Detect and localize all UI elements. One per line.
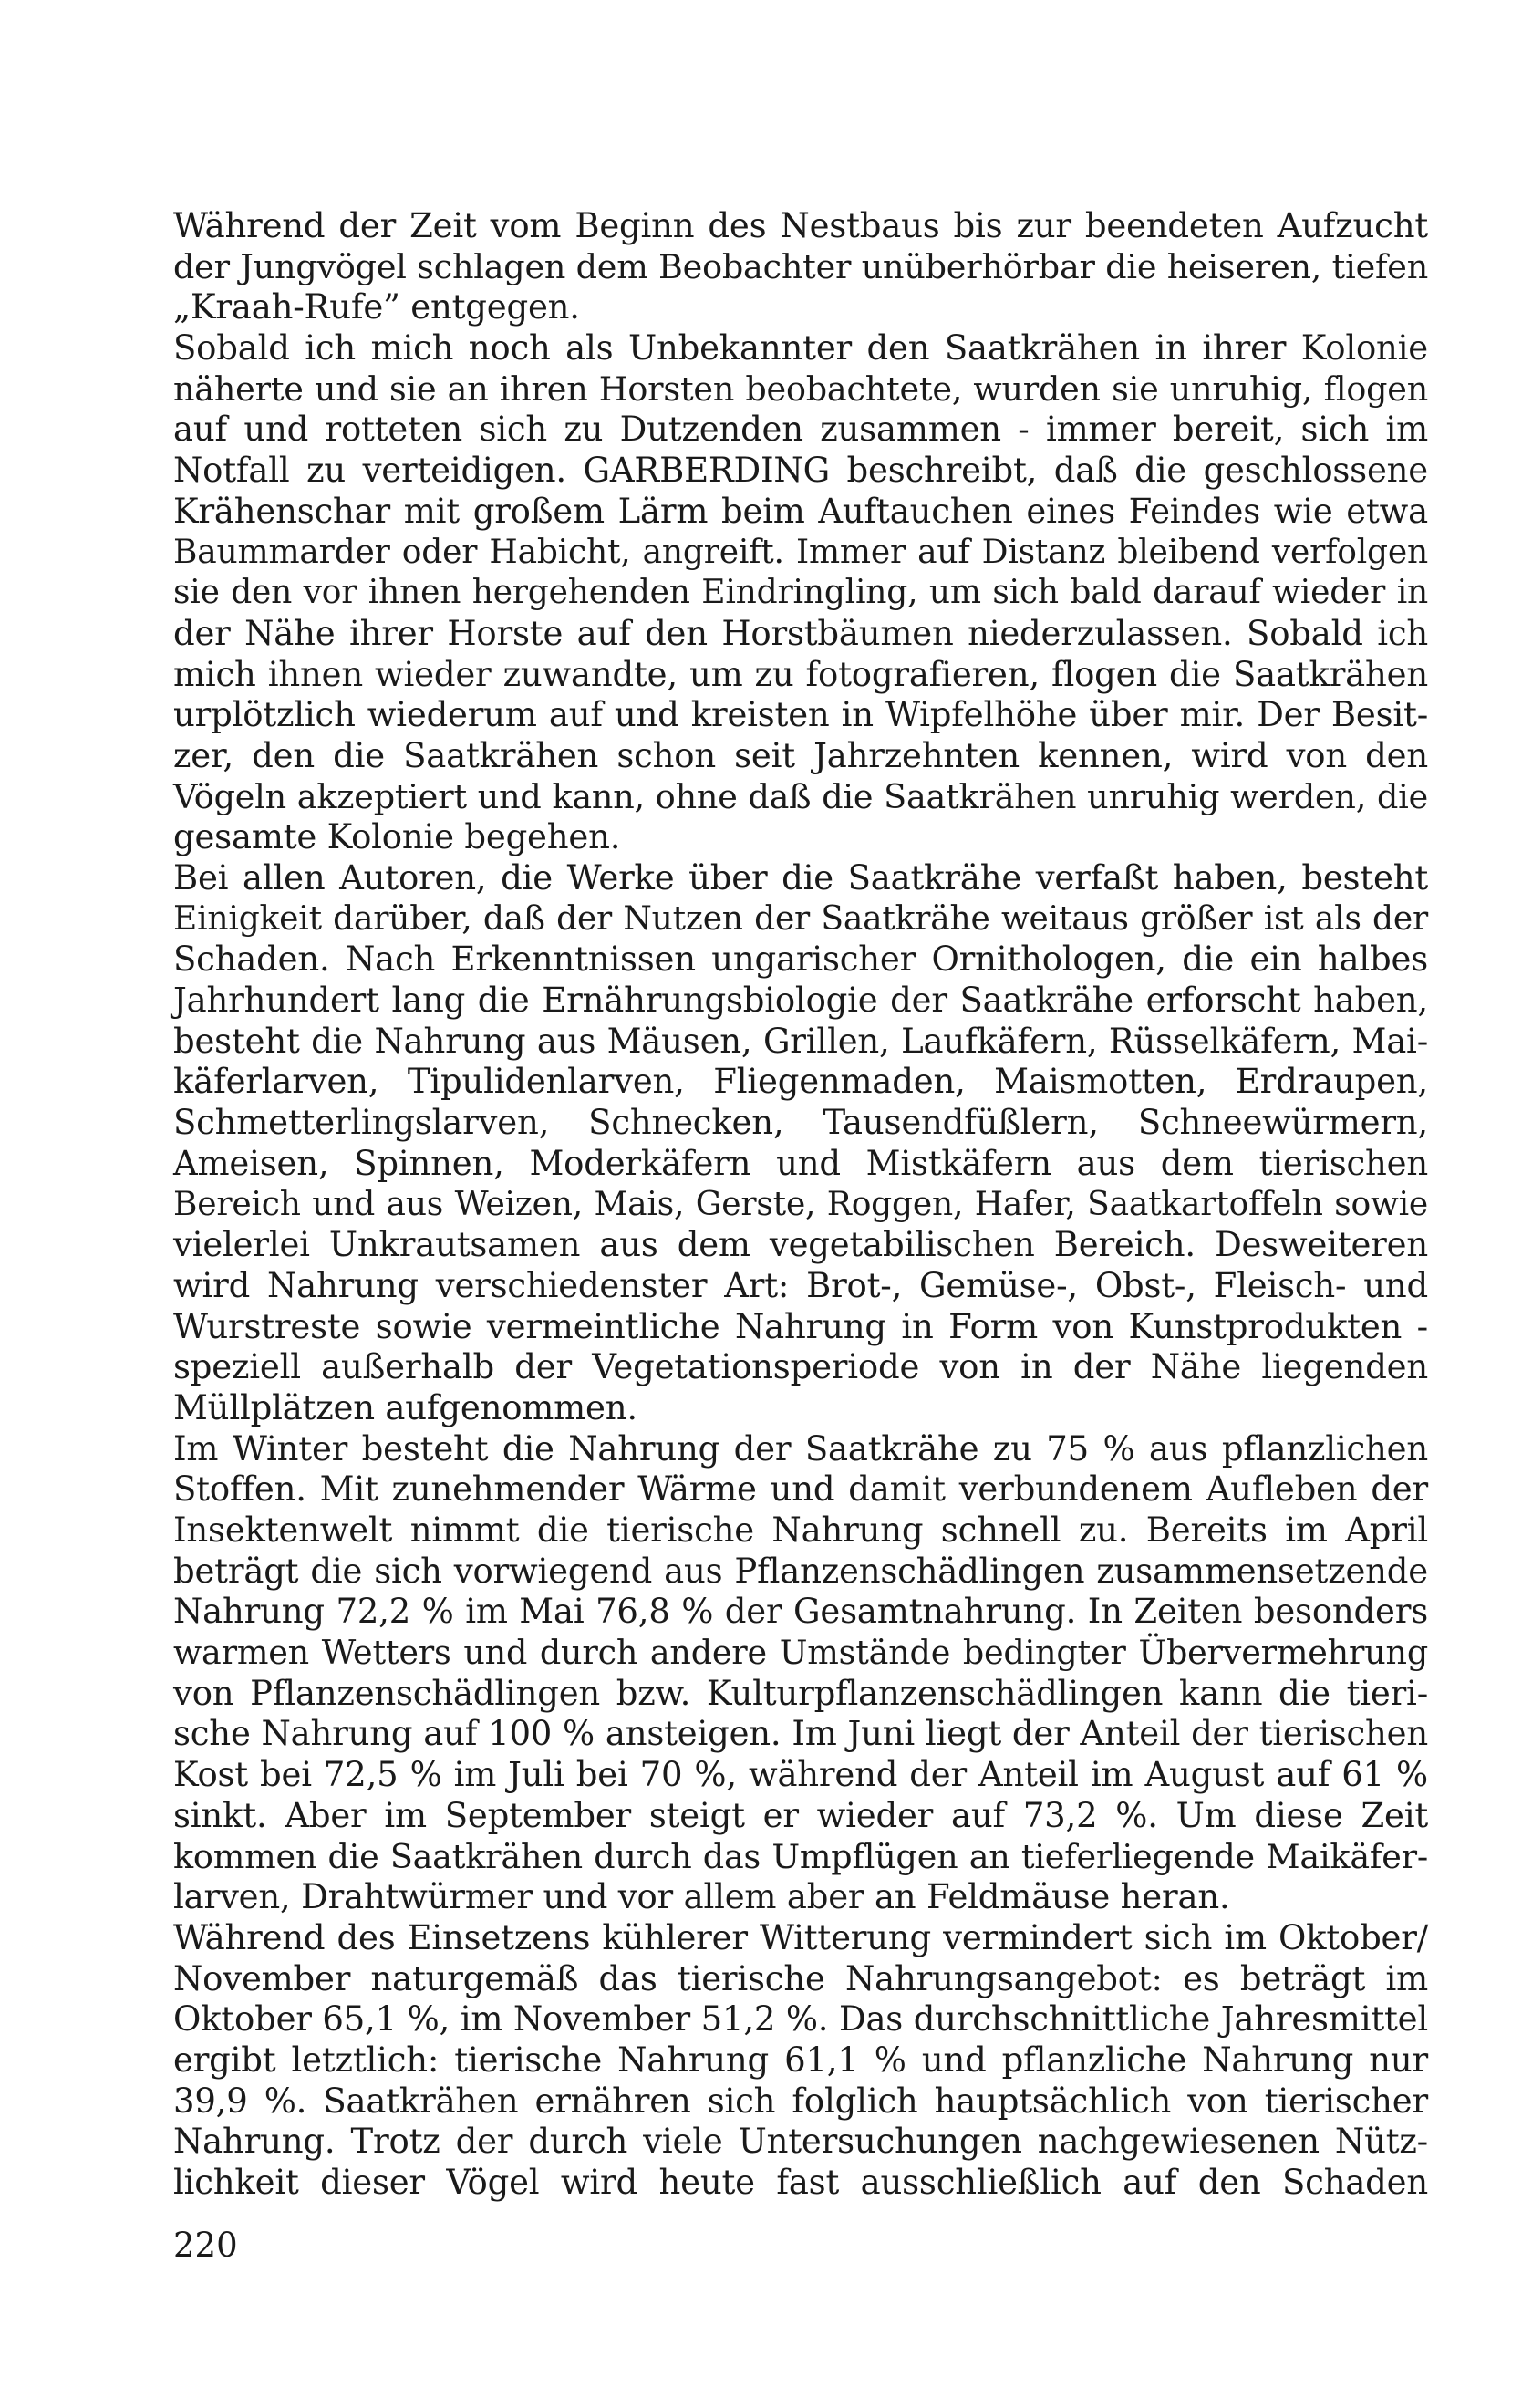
text-line: sinkt. Aber im September steigt er wieder auf 73,2 %. Um diese Zeit bbox=[173, 1795, 1428, 1835]
text-line: larven, Drahtwürmer und vor allem aber an Feldmäuse heran. bbox=[173, 1877, 1230, 1917]
text-line: Vögeln akzeptiert und kann, ohne daß die Saatkrähen unruhig werden, die bbox=[173, 776, 1428, 816]
text-line: November naturgemäß das tierische Nahrungsangebot: es beträgt im bbox=[173, 1958, 1428, 1998]
text-line: Wurstreste sowie vermeintliche Nahrung in Form von Kunstprodukten - bbox=[173, 1306, 1428, 1346]
text-line: Insektenwelt nimmt die tierische Nahrung schnell zu. Bereits im April bbox=[173, 1510, 1428, 1550]
text-line: von Pflanzenschädlingen bzw. Kulturpflanzenschädlingen kann die tieri- bbox=[173, 1673, 1428, 1713]
text-line: Oktober 65,1 %, im November 51,2 %. Das durchschnittliche Jahresmittel bbox=[173, 1999, 1428, 2040]
text-line: speziell außerhalb der Vegetationsperiode von in der Nähe liegenden bbox=[173, 1347, 1428, 1387]
text-line: Sobald ich mich noch als Unbekannter den Saatkrähen in ihrer Kolonie bbox=[173, 328, 1428, 368]
text-line: Schmetterlingslarven, Schnecken, Tausendfüßlern, Schneewürmern, bbox=[173, 1103, 1428, 1143]
text-line: gesamte Kolonie begehen. bbox=[173, 817, 621, 857]
text-line: lichkeit dieser Vögel wird heute fast ausschließlich auf den Schaden bbox=[173, 2163, 1428, 2202]
text-line: ergibt letztlich: tierische Nahrung 61,1 % und pflanzliche Nahrung nur bbox=[173, 2040, 1428, 2080]
text-line: Krähenschar mit großem Lärm beim Auftauchen eines Feindes wie etwa bbox=[173, 491, 1428, 531]
text-line: beträgt die sich vorwiegend aus Pflanzenschädlingen zusammensetzende bbox=[173, 1551, 1428, 1591]
text-line: Jahrhundert lang die Ernährungsbiologie der Saatkrähe erforscht haben, bbox=[173, 981, 1428, 1021]
text-line: Baummarder oder Habicht, angreift. Immer auf Distanz bleibend verfolgen bbox=[173, 533, 1428, 571]
text-line: Müllplätzen aufgenommen. bbox=[173, 1387, 637, 1427]
text-line: Notfall zu verteidigen. GARBERDING beschreibt, daß die geschlossene bbox=[173, 451, 1428, 491]
text-line: wird Nahrung verschiedenster Art: Brot-, Gemüse-, Obst-, Fleisch- und bbox=[173, 1265, 1428, 1305]
text-line: 39,9 %. Saatkrähen ernähren sich folglich hauptsächlich von tierischer bbox=[173, 2081, 1428, 2121]
text-line: Bei allen Autoren, die Werke über die Saatkrähe verfaßt haben, besteht bbox=[173, 858, 1428, 898]
text-line: Nahrung. Trotz der durch viele Untersuchungen nachgewiesenen Nütz- bbox=[173, 2122, 1428, 2162]
page-number: 220 bbox=[173, 2226, 238, 2265]
text-line: sche Nahrung auf 100 % ansteigen. Im Juni liegt der Anteil der tierischen bbox=[173, 1714, 1428, 1754]
text-line: mich ihnen wieder zuwandte, um zu fotografieren, flogen die Saatkrähen bbox=[173, 654, 1428, 694]
text-line: Nahrung 72,2 % im Mai 76,8 % der Gesamtnahrung. In Zeiten besonders bbox=[173, 1592, 1428, 1632]
body-text bbox=[173, 206, 1428, 2204]
text-line: Während der Zeit vom Beginn des Nestbaus bis zur beendeten Aufzucht bbox=[173, 206, 1428, 245]
text-line: „Kraah-Rufe” entgegen. bbox=[173, 287, 580, 327]
text-line: Bereich und aus Weizen, Mais, Gerste, Roggen, Hafer, Saatkartoffeln sowie bbox=[173, 1185, 1428, 1223]
text-line: Ameisen, Spinnen, Moderkäfern und Mistkäfern aus dem tierischen bbox=[173, 1143, 1428, 1183]
text-line: der Jungvögel schlagen dem Beobachter unüberhörbar die heiseren, tiefen bbox=[173, 246, 1428, 286]
text-line: näherte und sie an ihren Horsten beobachtete, wurden sie unruhig, flogen bbox=[173, 368, 1428, 409]
text-line: vielerlei Unkrautsamen aus dem vegetabilischen Bereich. Desweiteren bbox=[173, 1225, 1428, 1265]
text-line: besteht die Nahrung aus Mäusen, Grillen, Laufkäfern, Rüsselkäfern, Mai- bbox=[173, 1021, 1428, 1061]
text-line: warmen Wetters und durch andere Umstände bedingter Übervermehrung bbox=[173, 1633, 1428, 1673]
text-line: der Nähe ihrer Horste auf den Horstbäumen niederzulassen. Sobald ich bbox=[173, 613, 1428, 653]
text-line: Während des Einsetzens kühlerer Witterung vermindert sich im Oktober/ bbox=[173, 1917, 1428, 1957]
text-line: Im Winter besteht die Nahrung der Saatkrähe zu 75 % aus pflanzlichen bbox=[173, 1428, 1428, 1469]
text-line: Kost bei 72,5 % im Juli bei 70 %, während der Anteil im August auf 61 % bbox=[173, 1755, 1428, 1795]
text-line: urplötzlich wiederum auf und kreisten in Wipfelhöhe über mir. Der Besit- bbox=[173, 695, 1428, 735]
text-line: auf und rotteten sich zu Dutzenden zusammen - immer bereit, sich im bbox=[173, 410, 1428, 450]
text-line: Stoffen. Mit zunehmender Wärme und damit verbundenem Aufleben der bbox=[173, 1469, 1428, 1510]
text-line: zer, den die Saatkrähen schon seit Jahrzehnten kennen, wird von den bbox=[173, 735, 1428, 775]
text-line: Einigkeit darüber, daß der Nutzen der Saatkrähe weitaus größer ist als der bbox=[173, 899, 1428, 938]
text-line: Schaden. Nach Erkenntnissen ungarischer Ornithologen, die ein halbes bbox=[173, 939, 1428, 980]
text-line: sie den vor ihnen hergehenden Eindringling, um sich bald darauf wieder in bbox=[173, 574, 1428, 612]
text-line: käferlarven, Tipulidenlarven, Fliegenmaden, Maismotten, Erdraupen, bbox=[173, 1062, 1428, 1102]
text-line: kommen die Saatkrähen durch das Umpflügen an tieferliegende Maikäfer- bbox=[173, 1836, 1428, 1876]
